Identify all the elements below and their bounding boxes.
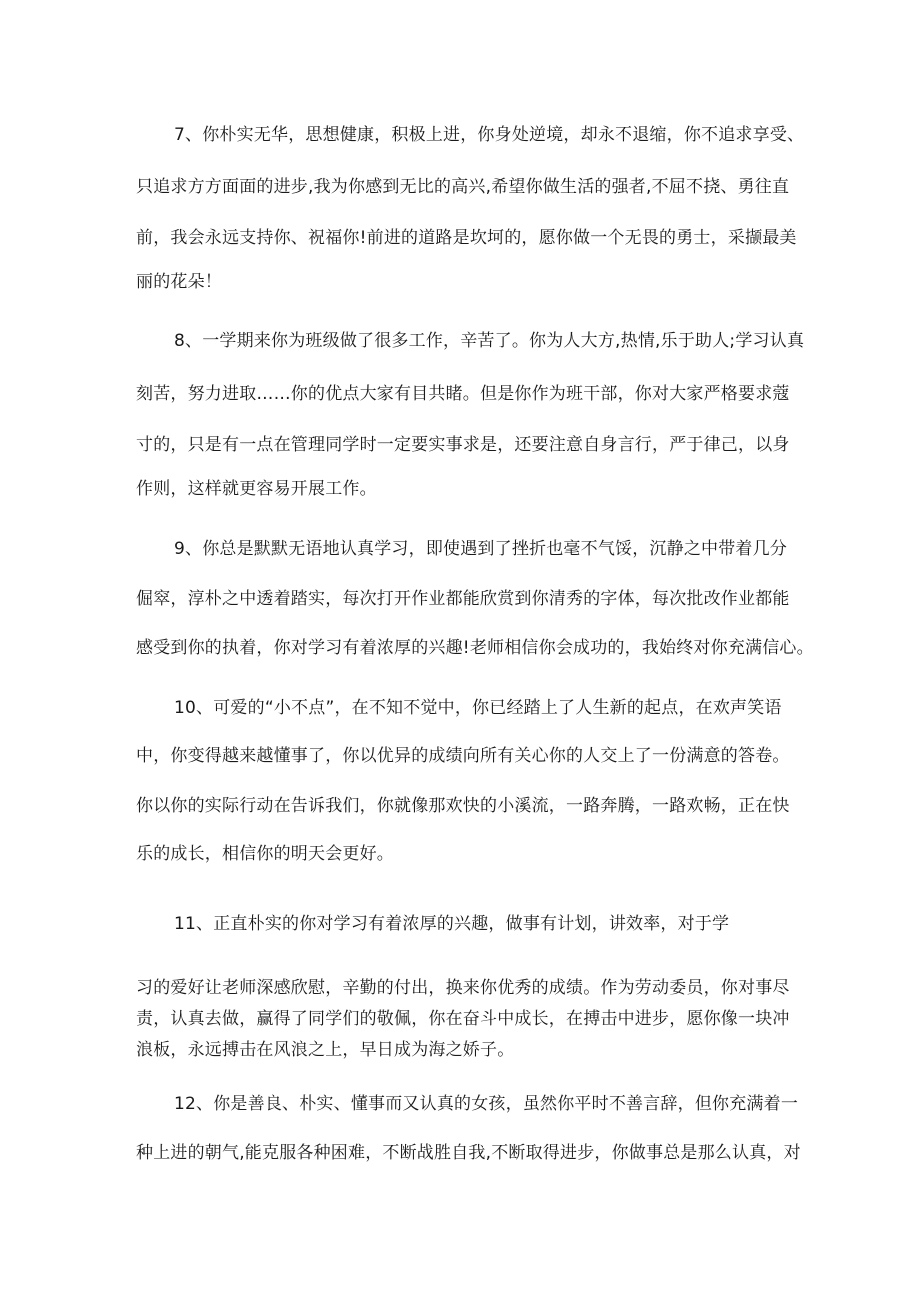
paragraph-line: 8、一学期来你为班级做了很多工作，辛苦了。你为人大方,热情,乐于助人;学习认真: [174, 331, 805, 351]
paragraph-line: 前，我会永远支持你、祝福你!前进的道路是坎坷的，愿你做一个无畏的勇士，采撷最美: [136, 228, 797, 248]
paragraph-line: 浪板，永远搏击在风浪之上，早日成为海之娇子。: [136, 1040, 515, 1060]
paragraph-line: 寸的，只是有一点在管理同学时一定要实事求是，还要注意自身言行，严于律己，以身: [136, 435, 790, 455]
paragraph-line: 种上进的朝气,能克服各种困难，不断战胜自我,不断取得进步，你做事总是那么认真，对: [136, 1143, 801, 1163]
paragraph-line: 习的爱好让老师深感欣慰，辛勤的付出，换来你优秀的成绩。作为劳动委员，你对事尽: [136, 978, 790, 998]
paragraph-line: 只追求方方面面的进步,我为你感到无比的高兴,希望你做生活的强者,不屈不挠、勇往直: [136, 177, 790, 197]
paragraph-line: 丽的花朵！: [136, 272, 222, 292]
paragraph-line: 9、你总是默默无语地认真学习，即使遇到了挫折也毫不气馁，沉静之中带着几分: [174, 539, 788, 559]
paragraph-line: 乐的成长，相信你的明天会更好。: [136, 844, 394, 864]
paragraph-line: 12、你是善良、朴实、懂事而又认真的女孩，虽然你平时不善言辞，但你充满着一: [174, 1094, 799, 1114]
paragraph-line: 责，认真去做，赢得了同学们的敬佩，你在奋斗中成长，在搏击中进步，愿你像一块冲: [136, 1009, 790, 1029]
paragraph-line: 刻苦，努力进取……你的优点大家有目共睹。但是你作为班干部，你对大家严格要求蔻: [136, 384, 790, 404]
paragraph-line: 11、正直朴实的你对学习有着浓厚的兴趣，做事有计划，讲效率，对于学: [174, 914, 730, 934]
paragraph-line: 中，你变得越来越懂事了，你以优异的成绩向所有关心你的人交上了一份满意的答卷。: [136, 746, 790, 766]
paragraph-line: 感受到你的执着，你对学习有着浓厚的兴趣!老师相信你会成功的，我始终对你充满信心。: [136, 638, 814, 658]
paragraph-line: 7、你朴实无华，思想健康，积极上进，你身处逆境，却永不退缩，你不追求享受、: [174, 125, 805, 145]
paragraph-line: 10、可爱的“小不点”，在不知不觉中，你已经踏上了人生新的起点，在欢声笑语: [174, 698, 782, 718]
paragraph-line: 你以你的实际行动在告诉我们，你就像那欢快的小溪流，一路奔腾，一路欢畅，正在快: [136, 796, 790, 816]
paragraph-line: 倔窣，淳朴之中透着踏实，每次打开作业都能欣赏到你清秀的字体，每次批改作业都能: [136, 589, 790, 609]
paragraph-line: 作则，这样就更容易开展工作。: [136, 479, 377, 499]
